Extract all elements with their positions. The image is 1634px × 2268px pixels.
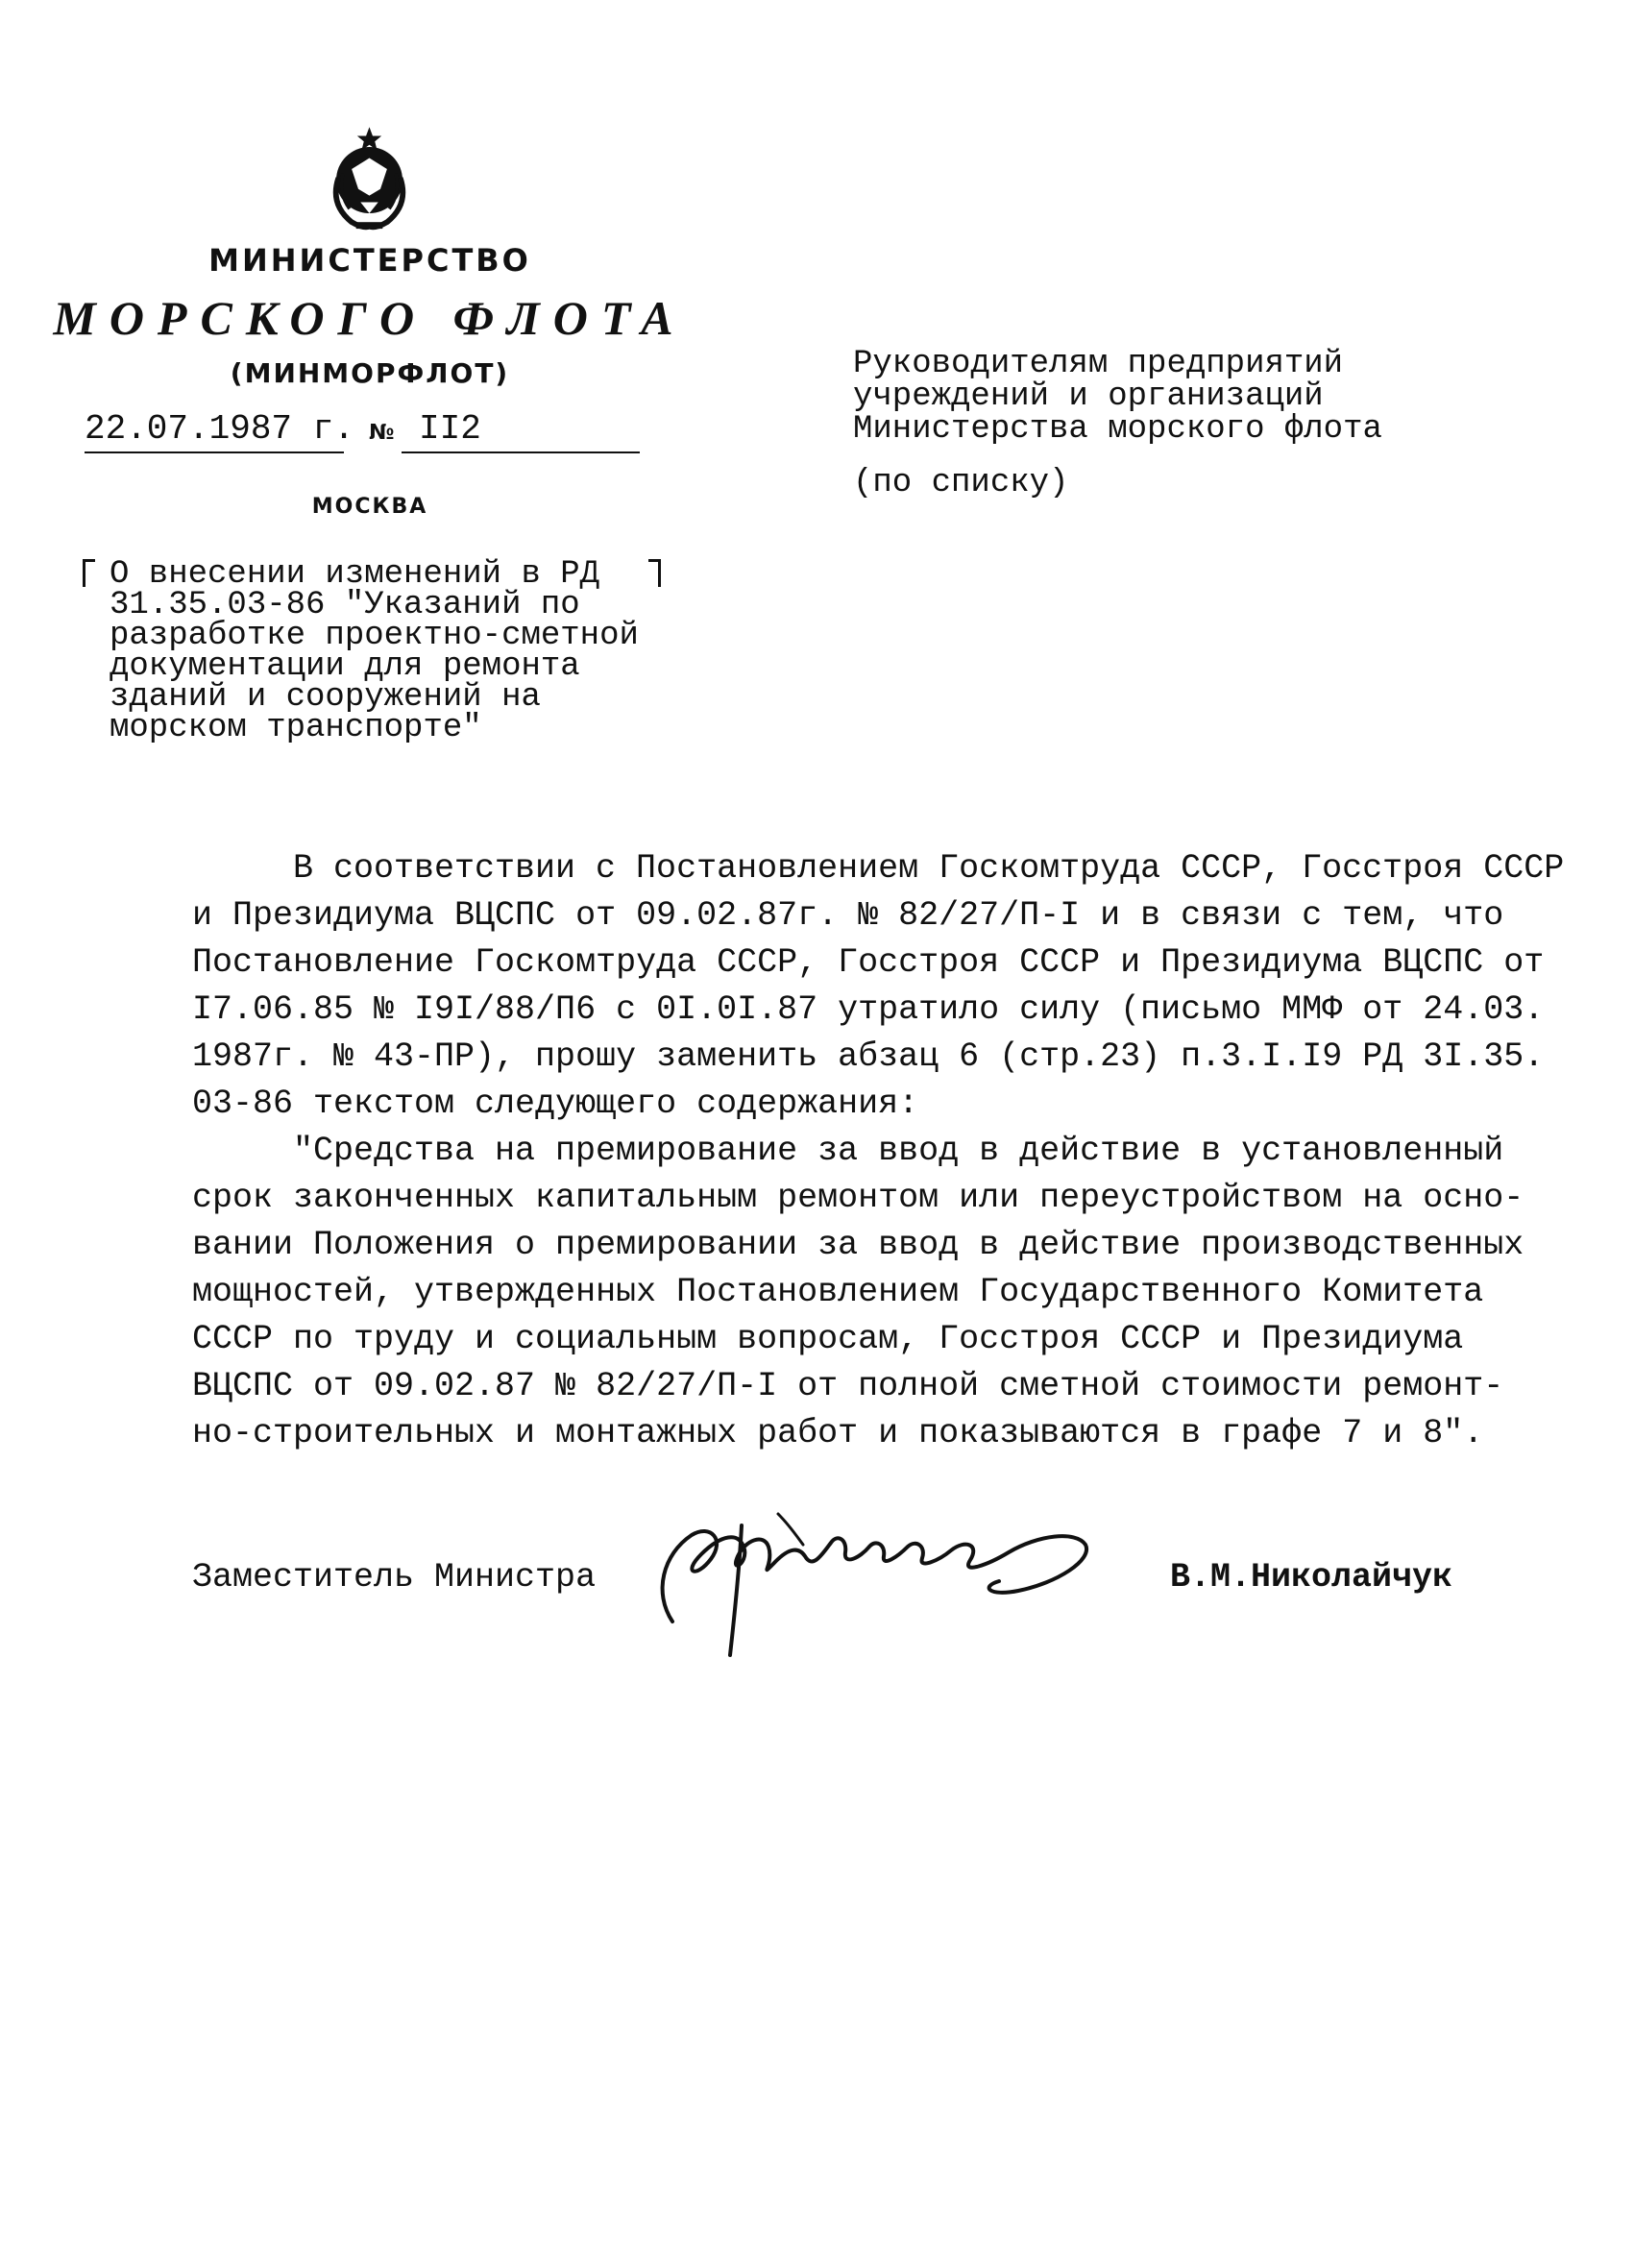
addressee-note: (по списку) [853,465,1069,501]
addressee: Руководителям предприятий учреждений и организаций Министерства морского флота [853,346,1382,448]
document-date: 22.07.1987 г. [85,409,354,449]
handwritten-signature [634,1487,1134,1660]
body-paragraph-2: "Средства на премирование за ввод в действие в установленный срок законченных капитальным ремонтом или переустройством на осно- вании Положения о премировании за ввод в действие производственных мощностей, утвержденных Постановлением Государственного Комитета СССР по труду и социальным вопросам, Госстроя СССР и Президиума ВЦСПС от 09.02.87 № 82/27/П-I от полной сметной стоимости ремонт- но-строительных и монтажных работ и показываются в графе 7 и 8". [192,1132,1524,1452]
number-underline [402,451,640,453]
ministry-label: МИНИСТЕРСТВО [208,242,531,279]
subject-block [83,556,661,761]
city-label: МОСКВА [311,495,428,519]
ministry-short-name: (МИНМОРФЛОТ) [230,357,510,389]
ministry-name: МОРСКОГО ФЛОТА [53,291,687,345]
body-paragraph-1: В соответствии с Постановлением Госкомтруда СССР, Госстроя СССР и Президиума ВЦСПС от 09.02.87г. № 82/27/П-I и в связи с тем, что Постановление Госкомтруда СССР, Госстроя СССР и Президиума ВЦСПС от I7.06.85 № I9I/88/П6 с 0I.0I.87 утратило силу (письмо ММФ от 24.03. 1987г. № 43-ПР), прошу заменить абзац 6 (стр.23) п.3.I.I9 РД 3I.35. 03-86 текстом следующего содержания: [192,849,1565,1123]
signatory-title: Заместитель Министра [192,1558,597,1597]
subject-bracket-right [648,559,661,587]
subject-text: О внесении изменений в РД 31.35.03-86 "Указаний по разработке проектно-сметной документации для ремонта зданий и сооружений на морском транспорте" [110,556,639,746]
number-sign: № [369,421,395,445]
date-underline [85,451,344,453]
letter-body [192,845,1575,1457]
state-emblem-icon [314,125,425,235]
signatory-name: В.М.Николайчук [1170,1558,1453,1597]
document-number: II2 [419,409,481,449]
subject-bracket-left [83,559,95,587]
date-number-line [85,403,640,459]
